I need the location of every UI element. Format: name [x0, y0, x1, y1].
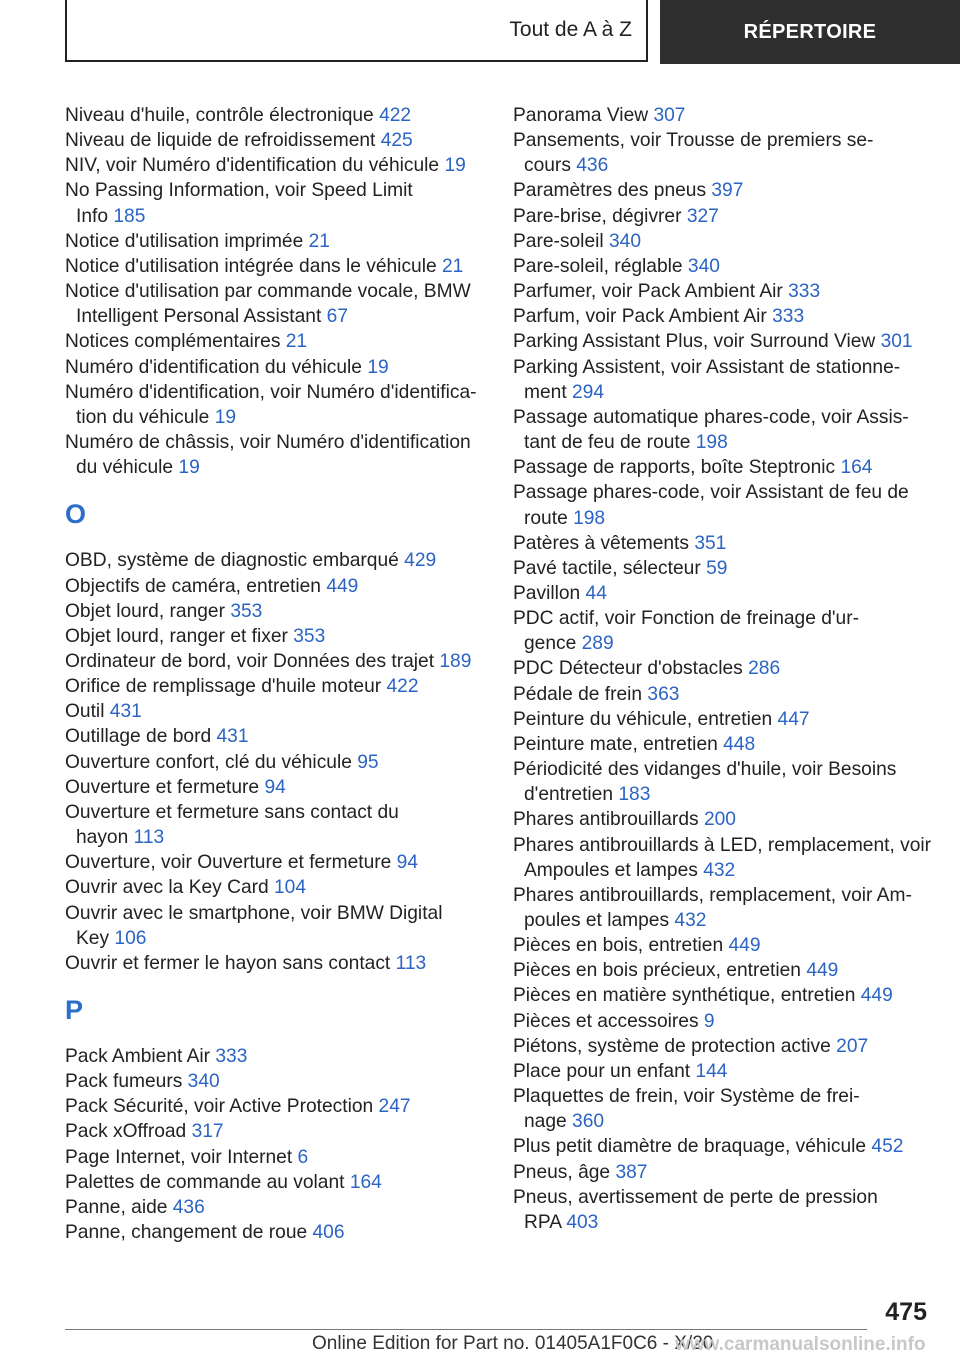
entry-text: Page Internet, voir Internet — [65, 1146, 293, 1168]
page-reference-link[interactable]: 449 — [728, 935, 761, 957]
section-letter: P — [65, 995, 84, 1025]
page-reference-link[interactable]: 422 — [379, 105, 412, 126]
index-entry — [513, 304, 933, 329]
entry-text: Pare-soleil, réglable — [513, 255, 683, 277]
page-reference-link[interactable]: 429 — [404, 550, 437, 572]
entry-text: Objectifs de caméra, entretien — [65, 575, 321, 597]
entry-text: d'entretien — [524, 784, 614, 806]
entry-text: Ouverture et fermeture — [65, 776, 260, 798]
page-reference-link[interactable]: 19 — [444, 155, 466, 177]
page-reference-link[interactable]: 19 — [367, 356, 389, 378]
page-reference-link[interactable]: 406 — [312, 1222, 345, 1244]
page-reference-link[interactable]: 294 — [572, 381, 605, 403]
index-entry — [65, 279, 485, 329]
page-reference-link[interactable]: 363 — [647, 683, 680, 705]
index-entry — [65, 103, 485, 128]
footer-edition-text: Online Edition for Part no. 01405A1F0C6 - X/20 — [312, 1333, 714, 1354]
entry-text: Panorama View — [513, 105, 649, 126]
index-entry — [513, 883, 933, 933]
entry-text: Parking Assistant Plus, voir Surround View — [513, 331, 876, 353]
entry-text: gence — [524, 633, 577, 655]
index-entry — [513, 531, 933, 556]
index-entry — [65, 380, 485, 430]
section-tab[interactable]: Tout de A à Z — [65, 0, 648, 62]
directory-tab[interactable]: RÉPERTOIRE — [660, 0, 960, 64]
footer-divider — [65, 1329, 867, 1330]
index-entry — [65, 1220, 485, 1245]
index-column-right — [513, 103, 933, 1235]
entry-text: Place pour un enfant — [513, 1060, 691, 1082]
index-entry — [65, 599, 485, 624]
index-entry — [65, 1145, 485, 1170]
page-reference-link[interactable]: 164 — [349, 1171, 382, 1193]
entry-text: Pansements, voir Trousse de premiers se- — [513, 130, 874, 152]
entry-text: Pare-brise, dégivrer — [513, 205, 682, 227]
index-entry — [513, 682, 933, 707]
section-letter: O — [65, 499, 87, 530]
index-entry — [65, 951, 485, 976]
entry-text: Pack fumeurs — [65, 1071, 183, 1093]
entry-text: Phares antibrouillards — [513, 809, 699, 831]
entry-text: Pack Sécurité, voir Active Protection — [65, 1096, 374, 1118]
entry-text: du véhicule — [76, 457, 174, 479]
entry-text: Palettes de commande au volant — [65, 1171, 345, 1193]
entry-text: Info — [76, 205, 109, 227]
entry-text: Numéro d'identification, voir Numéro d'identifica- — [65, 381, 477, 403]
entry-text: No Passing Information, voir Speed Limit — [65, 180, 413, 202]
index-entry — [513, 405, 933, 455]
index-entry — [65, 430, 485, 480]
page-reference-link[interactable]: 286 — [748, 658, 781, 680]
entry-text: NIV, voir Numéro d'identification du véhicule — [65, 155, 440, 177]
page-reference-link[interactable]: 431 — [216, 726, 249, 748]
entry-text: Niveau d'huile, contrôle électronique — [65, 105, 374, 126]
index-entry — [65, 1119, 485, 1144]
page-reference-link[interactable]: 21 — [308, 230, 330, 252]
entry-text: Objet lourd, ranger — [65, 600, 225, 622]
entry-text: Intelligent Personal Assistant — [76, 306, 322, 328]
entry-text: tion du véhicule — [76, 406, 210, 428]
index-entry — [65, 724, 485, 749]
entry-text: Paramètres des pneus — [513, 180, 707, 202]
page-reference-link[interactable]: 360 — [572, 1111, 605, 1133]
index-entry — [513, 1160, 933, 1185]
entry-text: PDC Détecteur d'obstacles — [513, 658, 743, 680]
page-reference-link[interactable]: 452 — [871, 1136, 904, 1158]
page-reference-link[interactable]: 104 — [274, 877, 307, 899]
page-reference-link[interactable]: 6 — [297, 1146, 309, 1168]
entry-text: Pavé tactile, sélecteur — [513, 557, 701, 579]
entry-text: Ampoules et lampes — [524, 859, 698, 881]
index-entry — [513, 1134, 933, 1159]
entry-text: Peinture mate, entretien — [513, 733, 718, 755]
page-reference-link[interactable]: 94 — [396, 852, 418, 874]
entry-text: Ouvrir et fermer le hayon sans contact — [65, 952, 391, 974]
index-entry — [513, 229, 933, 254]
entry-text: PDC actif, voir Fonction de freinage d'ur- — [513, 608, 859, 630]
entry-text: Parfumer, voir Pack Ambient Air — [513, 281, 783, 303]
index-entry — [65, 574, 485, 599]
index-entry — [513, 606, 933, 656]
page-reference-link[interactable]: 431 — [109, 701, 142, 723]
entry-text: route — [524, 507, 568, 529]
index-entry — [65, 624, 485, 649]
page-reference-link[interactable]: 449 — [860, 985, 893, 1007]
page-reference-link[interactable]: 67 — [326, 306, 349, 328]
index-entry — [65, 1170, 485, 1195]
entry-text: Outil — [65, 701, 105, 723]
index-entry — [513, 1185, 933, 1235]
page-reference-link[interactable]: 436 — [172, 1196, 205, 1218]
index-entry — [65, 800, 485, 850]
entry-text: Pneus, avertissement de perte de pression — [513, 1186, 878, 1208]
page-header — [65, 0, 960, 64]
page-reference-link[interactable]: 327 — [686, 205, 719, 227]
entry-text: Panne, changement de roue — [65, 1222, 308, 1244]
index-entry — [513, 204, 933, 229]
page-reference-link[interactable]: 397 — [711, 180, 744, 202]
index-entry — [65, 1044, 485, 1069]
page-reference-link[interactable]: 447 — [777, 708, 810, 730]
entry-text: Plus petit diamètre de braquage, véhicule — [513, 1136, 867, 1158]
page-reference-link[interactable]: 448 — [723, 733, 756, 755]
entry-text: hayon — [76, 827, 129, 849]
entry-text: Pare-soleil — [513, 230, 604, 252]
page-reference-link[interactable]: 436 — [576, 155, 609, 177]
page-reference-link[interactable]: 95 — [357, 751, 379, 773]
page-reference-link[interactable]: 301 — [880, 331, 913, 353]
page-reference-link[interactable]: 403 — [566, 1211, 599, 1233]
entry-text: Notice d'utilisation intégrée dans le véhicule — [65, 255, 437, 277]
page-reference-link[interactable]: 19 — [214, 406, 237, 428]
entry-text: Phares antibrouillards à LED, remplacement, voir — [513, 834, 932, 856]
entry-text: Ouvrir avec le smartphone, voir BMW Digital — [65, 902, 443, 924]
entry-text: Phares antibrouillards, remplacement, voir Am- — [513, 884, 912, 906]
entry-text: Passage de rapports, boîte Steptronic — [513, 457, 836, 479]
entry-text: Numéro d'identification du véhicule — [65, 356, 362, 378]
entry-text: Ouverture et fermeture sans contact du — [65, 801, 399, 823]
index-entry — [65, 153, 485, 178]
index-entry — [513, 329, 933, 354]
page-reference-link[interactable]: 44 — [585, 582, 607, 604]
entry-text: Numéro de châssis, voir Numéro d'identification — [65, 432, 471, 454]
index-entry — [513, 656, 933, 681]
entry-text: poules et lampes — [524, 910, 670, 931]
index-entry — [513, 1059, 933, 1084]
entry-text: Pneus, âge — [513, 1161, 611, 1183]
entry-text: Passage phares-code, voir Assistant de feu de — [513, 482, 909, 504]
entry-text: nage — [524, 1111, 567, 1133]
index-entry — [513, 581, 933, 606]
entry-text: Notices complémentaires — [65, 331, 281, 353]
index-entry — [65, 775, 485, 800]
entry-text: Parking Assistent, voir Assistant de stationne- — [513, 356, 901, 378]
entry-text: Pavillon — [513, 582, 581, 604]
entry-text: Panne, aide — [65, 1196, 168, 1218]
index-entry — [65, 1069, 485, 1094]
page-reference-link[interactable]: 113 — [133, 827, 165, 849]
entry-text: Parfum, voir Pack Ambient Air — [513, 306, 767, 328]
page-reference-link[interactable]: 422 — [386, 676, 419, 698]
index-entry — [513, 757, 933, 807]
page-reference-link[interactable]: 449 — [806, 960, 839, 982]
page-reference-link[interactable]: 432 — [674, 910, 707, 931]
index-entry — [513, 958, 933, 983]
page-reference-link[interactable]: 333 — [215, 1046, 248, 1067]
entry-text: Pack Ambient Air — [65, 1046, 211, 1067]
entry-text: Ouverture confort, clé du véhicule — [65, 751, 352, 773]
entry-text: Orifice de remplissage d'huile moteur — [65, 676, 382, 698]
index-entry — [65, 875, 485, 900]
entry-text: cours — [524, 155, 571, 177]
index-entry — [65, 548, 485, 573]
index-entry — [513, 807, 933, 832]
entry-text: Ordinateur de bord, voir Données des trajet — [65, 650, 435, 672]
entry-text: Notice d'utilisation imprimée — [65, 230, 304, 252]
page-reference-link[interactable]: 19 — [178, 457, 200, 479]
page-reference-link[interactable]: 198 — [695, 432, 728, 454]
entry-text: Passage automatique phares-code, voir Assis- — [513, 406, 909, 428]
entry-text: tant de feu de route — [524, 432, 691, 454]
entry-text: Pièces en bois précieux, entretien — [513, 960, 801, 982]
page-reference-link[interactable]: 207 — [836, 1035, 869, 1057]
index-entry — [513, 455, 933, 480]
entry-text: Plaquettes de frein, voir Système de frei- — [513, 1086, 860, 1108]
entry-text: Pédale de frein — [513, 683, 643, 705]
index-entry — [513, 1009, 933, 1034]
page-reference-link[interactable]: 198 — [573, 507, 606, 529]
index-entry — [513, 933, 933, 958]
entry-text: Ouvrir avec la Key Card — [65, 877, 269, 899]
index-entry — [513, 1034, 933, 1059]
index-entry — [513, 983, 933, 1008]
index-entry — [65, 355, 485, 380]
index-entry — [65, 229, 485, 254]
page-reference-link[interactable]: 449 — [326, 575, 359, 597]
entry-text: Notice d'utilisation par commande vocale, BMW — [65, 281, 471, 303]
index-entry — [513, 1084, 933, 1134]
index-entry — [513, 732, 933, 757]
page-reference-link[interactable]: 340 — [609, 230, 642, 252]
index-entry — [513, 254, 933, 279]
entry-text: RPA — [524, 1211, 561, 1233]
entry-text: Pièces en bois, entretien — [513, 935, 724, 957]
page-reference-link[interactable]: 185 — [113, 205, 146, 227]
page-reference-link[interactable]: 340 — [687, 255, 720, 277]
page-reference-link[interactable]: 183 — [618, 784, 651, 806]
index-entry — [65, 850, 485, 875]
entry-text: OBD, système de diagnostic embarqué — [65, 550, 399, 572]
page-reference-link[interactable]: 113 — [395, 952, 427, 974]
page-reference-link[interactable]: 247 — [378, 1096, 411, 1118]
entry-text: ment — [524, 381, 567, 403]
page-reference-link[interactable]: 9 — [703, 1010, 715, 1032]
index-entry — [513, 355, 933, 405]
watermark-text: www.carmanualsonline.info — [675, 1334, 926, 1355]
index-entry — [65, 699, 485, 724]
page-reference-link[interactable]: 94 — [264, 776, 286, 798]
entry-text: Objet lourd, ranger et fixer — [65, 625, 288, 647]
index-entry — [65, 901, 485, 951]
page-reference-link[interactable]: 387 — [615, 1161, 648, 1183]
entry-text: Pack xOffroad — [65, 1121, 187, 1143]
index-entry — [65, 674, 485, 699]
page-reference-link[interactable]: 106 — [114, 927, 147, 949]
index-entry — [65, 254, 485, 279]
index-entry — [513, 103, 933, 128]
index-entry — [513, 707, 933, 732]
page-reference-link[interactable]: 189 — [439, 650, 472, 672]
entry-text: Périodicité des vidanges d'huile, voir Besoins — [513, 759, 897, 781]
page-reference-link[interactable]: 353 — [293, 625, 326, 647]
page-reference-link[interactable]: 307 — [653, 105, 686, 126]
entry-text: Ouverture, voir Ouverture et fermeture — [65, 852, 392, 874]
page-reference-link[interactable]: 21 — [442, 255, 464, 277]
index-entry — [513, 279, 933, 304]
entry-text: Outillage de bord — [65, 726, 212, 748]
index-entry — [65, 329, 485, 354]
index-entry — [65, 1195, 485, 1220]
index-entry — [513, 178, 933, 203]
page-reference-link[interactable]: 164 — [840, 457, 873, 479]
index-entry — [513, 128, 933, 178]
page-reference-link[interactable]: 317 — [191, 1121, 224, 1143]
page-reference-link[interactable]: 200 — [703, 809, 736, 831]
index-entry — [65, 750, 485, 775]
entry-text: Pièces en matière synthétique, entretien — [513, 985, 856, 1007]
page-number: 475 — [885, 1298, 927, 1326]
index-entry — [513, 833, 933, 883]
page-reference-link[interactable]: 340 — [187, 1071, 220, 1093]
page-reference-link[interactable]: 289 — [581, 633, 614, 655]
page-reference-link[interactable]: 333 — [788, 281, 821, 303]
page-reference-link[interactable]: 353 — [230, 600, 263, 622]
page-reference-link[interactable]: 144 — [695, 1060, 728, 1082]
index-entry — [65, 178, 485, 228]
entry-text: Key — [76, 927, 110, 949]
page-reference-link[interactable]: 59 — [706, 557, 728, 579]
page-reference-link[interactable]: 425 — [380, 130, 413, 152]
page-reference-link[interactable]: 432 — [703, 859, 736, 881]
page-reference-link[interactable]: 21 — [285, 331, 308, 353]
index-entry — [65, 1094, 485, 1119]
page-reference-link[interactable]: 351 — [694, 532, 727, 554]
page-reference-link[interactable]: 333 — [772, 306, 805, 328]
entry-text: Patères à vêtements — [513, 532, 689, 554]
index-entry — [65, 128, 485, 153]
index-column-left — [65, 103, 485, 1245]
index-entry — [65, 649, 485, 674]
index-entry — [513, 480, 933, 530]
entry-text: Pièces et accessoires — [513, 1010, 699, 1032]
entry-text: Niveau de liquide de refroidissement — [65, 130, 376, 152]
index-entry — [513, 556, 933, 581]
entry-text: Piétons, système de protection active — [513, 1035, 831, 1057]
entry-text: Peinture du véhicule, entretien — [513, 708, 773, 730]
